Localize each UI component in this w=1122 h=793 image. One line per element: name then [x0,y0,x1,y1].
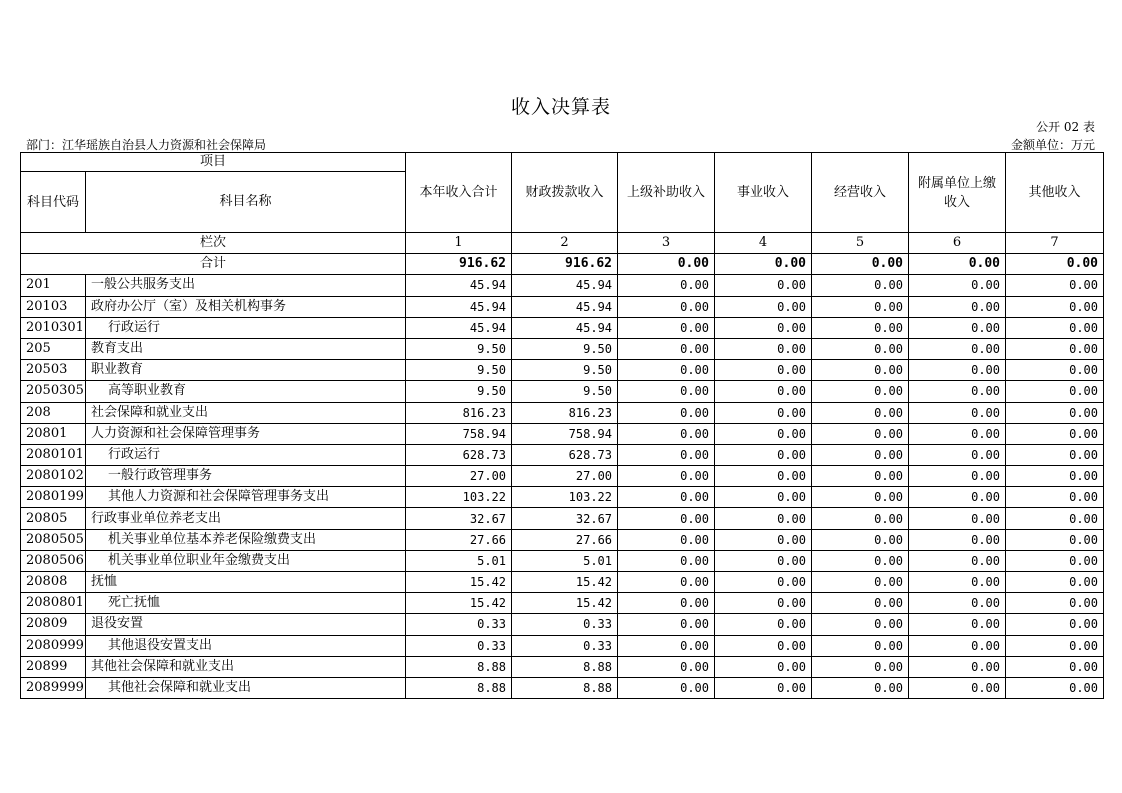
subject-name-cell: 抚恤 [86,572,406,593]
amount-cell: 0.00 [1006,529,1104,550]
amount-cell: 45.94 [406,317,512,338]
amount-cell: 0.00 [812,296,909,317]
table-row [21,423,1104,444]
amount-cell: 0.00 [812,508,909,529]
header-index-number: 3 [618,233,715,254]
table-row [21,317,1104,338]
amount-cell: 0.00 [715,656,812,677]
amount-cell: 0.33 [512,635,618,656]
amount-cell: 8.88 [512,656,618,677]
table-row [21,444,1104,465]
amount-cell: 0.00 [1006,275,1104,296]
amount-cell: 0.00 [715,550,812,571]
amount-cell: 0.00 [715,487,812,508]
table-row [21,296,1104,317]
subject-name-cell: 行政运行 [86,444,406,465]
amount-cell: 0.00 [812,402,909,423]
amount-cell: 0.00 [909,635,1006,656]
amount-cell: 45.94 [512,296,618,317]
amount-cell: 0.00 [909,656,1006,677]
amount-cell: 0.00 [812,487,909,508]
subject-code-cell: 2080199 [21,487,86,508]
amount-cell: 0.00 [1006,338,1104,359]
amount-cell: 0.00 [618,317,715,338]
amount-cell: 0.00 [618,614,715,635]
subject-code-cell: 2080505 [21,529,86,550]
amount-cell: 0.00 [1006,550,1104,571]
amount-cell: 5.01 [512,550,618,571]
table-row [21,677,1104,698]
amount-cell: 0.00 [618,402,715,423]
subject-name-cell: 一般行政管理事务 [86,466,406,487]
subject-code-cell: 20503 [21,360,86,381]
amount-cell: 0.00 [812,381,909,402]
amount-cell: 0.00 [1006,296,1104,317]
amount-cell: 0.00 [618,635,715,656]
amount-cell: 0.00 [909,550,1006,571]
amount-cell: 0.00 [618,572,715,593]
total-value-cell: 0.00 [909,254,1006,275]
subject-name-cell: 死亡抚恤 [86,593,406,614]
amount-cell: 0.00 [1006,508,1104,529]
amount-cell: 0.00 [812,338,909,359]
subject-code-cell: 20805 [21,508,86,529]
amount-cell: 0.00 [812,466,909,487]
amount-cell: 8.88 [512,677,618,698]
amount-cell: 103.22 [512,487,618,508]
amount-cell: 0.00 [909,529,1006,550]
header-index-number: 6 [909,233,1006,254]
amount-cell: 0.00 [909,423,1006,444]
amount-cell: 45.94 [512,275,618,296]
subject-name-cell: 社会保障和就业支出 [86,402,406,423]
amount-cell: 0.00 [812,656,909,677]
table-row [21,381,1104,402]
table-row [21,550,1104,571]
amount-cell: 0.00 [618,508,715,529]
table-row [21,508,1104,529]
page-title: 收入决算表 [510,96,611,118]
subject-code-cell: 2050305 [21,381,86,402]
table-row [21,656,1104,677]
amount-cell: 0.00 [909,275,1006,296]
amount-cell: 9.50 [406,360,512,381]
amount-cell: 0.00 [909,381,1006,402]
amount-cell: 5.01 [406,550,512,571]
amount-cell: 0.00 [1006,487,1104,508]
amount-cell: 0.00 [618,423,715,444]
header-column-total: 本年收入合计 [406,153,512,233]
amount-cell: 9.50 [512,381,618,402]
amount-cell: 0.00 [618,296,715,317]
amount-cell: 0.00 [909,317,1006,338]
header-index-number: 2 [512,233,618,254]
amount-cell: 0.00 [909,296,1006,317]
amount-cell: 0.00 [715,338,812,359]
amount-cell: 8.88 [406,656,512,677]
amount-cell: 0.00 [618,529,715,550]
amount-cell: 758.94 [512,423,618,444]
subject-code-cell: 2089999 [21,677,86,698]
amount-cell: 27.66 [406,529,512,550]
subject-code-cell: 2010301 [21,317,86,338]
amount-cell: 0.00 [812,593,909,614]
amount-cell: 0.00 [715,635,812,656]
header-column-business: 事业收入 [715,153,812,233]
amount-cell: 0.00 [909,466,1006,487]
subject-name-cell: 机关事业单位基本养老保险缴费支出 [86,529,406,550]
amount-cell: 9.50 [512,338,618,359]
amount-cell: 816.23 [512,402,618,423]
header-column-other: 其他收入 [1006,153,1104,233]
amount-cell: 0.00 [715,508,812,529]
total-value-cell: 916.62 [406,254,512,275]
amount-cell: 0.00 [1006,444,1104,465]
table-row [21,614,1104,635]
table-row [21,487,1104,508]
total-value-cell: 0.00 [618,254,715,275]
amount-cell: 0.00 [618,360,715,381]
amount-cell: 0.00 [1006,635,1104,656]
amount-cell: 0.00 [909,402,1006,423]
subject-code-cell: 2080102 [21,466,86,487]
amount-cell: 8.88 [406,677,512,698]
amount-cell: 0.33 [406,614,512,635]
amount-cell: 32.67 [406,508,512,529]
amount-cell: 0.00 [618,444,715,465]
amount-cell: 0.00 [715,423,812,444]
subject-code-cell: 205 [21,338,86,359]
header-column-fiscal: 财政拨款收入 [512,153,618,233]
amount-cell: 0.00 [618,338,715,359]
subject-code-cell: 20809 [21,614,86,635]
subject-name-cell: 行政运行 [86,317,406,338]
amount-cell: 628.73 [512,444,618,465]
amount-cell: 0.00 [618,677,715,698]
table-row [21,402,1104,423]
amount-cell: 0.00 [812,317,909,338]
amount-cell: 0.00 [1006,614,1104,635]
subject-name-cell: 其他退役安置支出 [86,635,406,656]
subject-name-cell: 高等职业教育 [86,381,406,402]
amount-cell: 0.00 [715,296,812,317]
amount-cell: 0.00 [715,529,812,550]
header-column-superior-subsidy: 上级补助收入 [618,153,715,233]
amount-cell: 9.50 [406,381,512,402]
amount-cell: 0.00 [618,466,715,487]
amount-cell: 27.00 [512,466,618,487]
subject-code-cell: 201 [21,275,86,296]
amount-cell: 9.50 [512,360,618,381]
amount-cell: 0.00 [1006,656,1104,677]
total-value-cell: 916.62 [512,254,618,275]
amount-cell: 0.00 [715,402,812,423]
amount-cell: 0.00 [1006,360,1104,381]
amount-unit-label: 金额单位：万元 [1010,138,1095,152]
subject-code-cell: 20801 [21,423,86,444]
amount-cell: 0.00 [715,360,812,381]
amount-cell: 0.33 [406,635,512,656]
amount-cell: 45.94 [512,317,618,338]
subject-name-cell: 其他人力资源和社会保障管理事务支出 [86,487,406,508]
amount-cell: 45.94 [406,275,512,296]
income-final-accounts-table [20,152,1104,699]
subject-name-cell: 退役安置 [86,614,406,635]
amount-cell: 15.42 [512,572,618,593]
total-value-cell: 0.00 [715,254,812,275]
amount-cell: 0.00 [909,338,1006,359]
amount-cell: 0.00 [1006,381,1104,402]
header-row-item [21,153,1104,172]
amount-cell: 758.94 [406,423,512,444]
subject-code-cell: 2080101 [21,444,86,465]
amount-cell: 0.00 [812,635,909,656]
department-label: 部门：江华瑶族自治县人力资源和社会保障局 [26,138,267,152]
amount-cell: 27.66 [512,529,618,550]
amount-cell: 0.00 [715,444,812,465]
header-index-number: 1 [406,233,512,254]
amount-cell: 0.00 [1006,423,1104,444]
amount-cell: 15.42 [406,593,512,614]
amount-cell: 0.33 [512,614,618,635]
subject-name-cell: 一般公共服务支出 [86,275,406,296]
amount-cell: 0.00 [909,572,1006,593]
amount-cell: 0.00 [909,677,1006,698]
total-value-cell: 0.00 [812,254,909,275]
subject-name-cell: 机关事业单位职业年金缴费支出 [86,550,406,571]
header-item-cell: 项目 [21,153,406,172]
subject-code-cell: 208 [21,402,86,423]
amount-cell: 0.00 [812,677,909,698]
subject-name-cell: 职业教育 [86,360,406,381]
amount-cell: 0.00 [909,360,1006,381]
subject-code-cell: 20808 [21,572,86,593]
amount-cell: 0.00 [1006,466,1104,487]
subject-name-cell: 其他社会保障和就业支出 [86,656,406,677]
table-row [21,529,1104,550]
amount-cell: 0.00 [715,381,812,402]
amount-cell: 0.00 [715,614,812,635]
subject-name-cell: 教育支出 [86,338,406,359]
table-row [21,360,1104,381]
amount-cell: 0.00 [1006,572,1104,593]
subject-code-cell: 2080506 [21,550,86,571]
amount-cell: 0.00 [618,487,715,508]
amount-cell: 0.00 [909,593,1006,614]
amount-cell: 0.00 [715,572,812,593]
subject-code-cell: 20899 [21,656,86,677]
amount-cell: 0.00 [812,444,909,465]
table-row [21,593,1104,614]
amount-cell: 32.67 [512,508,618,529]
header-column-operating: 经营收入 [812,153,909,233]
header-column-affiliated: 附属单位上缴收入 [909,153,1006,233]
amount-cell: 0.00 [909,487,1006,508]
amount-cell: 45.94 [406,296,512,317]
amount-cell: 0.00 [812,529,909,550]
header-row-index [21,233,1104,254]
total-value-cell: 0.00 [1006,254,1104,275]
table-row [21,635,1104,656]
amount-cell: 0.00 [812,275,909,296]
amount-cell: 0.00 [618,656,715,677]
amount-cell: 0.00 [618,550,715,571]
subject-code-cell: 2080801 [21,593,86,614]
form-number: 公开 02 表 [1036,120,1095,134]
header-index-label: 栏次 [21,233,406,254]
table-row [21,338,1104,359]
header-name-cell: 科目名称 [86,172,406,233]
table-row [21,275,1104,296]
amount-cell: 0.00 [812,423,909,444]
amount-cell: 9.50 [406,338,512,359]
amount-cell: 0.00 [715,593,812,614]
amount-cell: 0.00 [618,275,715,296]
table-row [21,572,1104,593]
total-label: 合计 [21,254,406,275]
amount-cell: 816.23 [406,402,512,423]
total-row [21,254,1104,275]
amount-cell: 0.00 [812,550,909,571]
amount-cell: 0.00 [715,275,812,296]
amount-cell: 0.00 [715,466,812,487]
subject-code-cell: 2080999 [21,635,86,656]
amount-cell: 0.00 [715,317,812,338]
amount-cell: 15.42 [512,593,618,614]
amount-cell: 628.73 [406,444,512,465]
amount-cell: 103.22 [406,487,512,508]
header-code-cell: 科目代码 [21,172,86,233]
subject-name-cell: 行政事业单位养老支出 [86,508,406,529]
amount-cell: 0.00 [909,444,1006,465]
amount-cell: 0.00 [812,360,909,381]
subject-name-cell: 政府办公厅（室）及相关机构事务 [86,296,406,317]
amount-cell: 27.00 [406,466,512,487]
amount-cell: 0.00 [1006,593,1104,614]
header-index-number: 5 [812,233,909,254]
amount-cell: 0.00 [715,677,812,698]
amount-cell: 0.00 [618,593,715,614]
amount-cell: 0.00 [618,381,715,402]
subject-code-cell: 20103 [21,296,86,317]
subject-name-cell: 其他社会保障和就业支出 [86,677,406,698]
amount-cell: 0.00 [1006,402,1104,423]
amount-cell: 0.00 [1006,317,1104,338]
amount-cell: 0.00 [909,614,1006,635]
amount-cell: 15.42 [406,572,512,593]
amount-cell: 0.00 [909,508,1006,529]
amount-cell: 0.00 [1006,677,1104,698]
subject-name-cell: 人力资源和社会保障管理事务 [86,423,406,444]
table-row [21,466,1104,487]
header-index-number: 4 [715,233,812,254]
amount-cell: 0.00 [812,572,909,593]
header-index-number: 7 [1006,233,1104,254]
amount-cell: 0.00 [812,614,909,635]
